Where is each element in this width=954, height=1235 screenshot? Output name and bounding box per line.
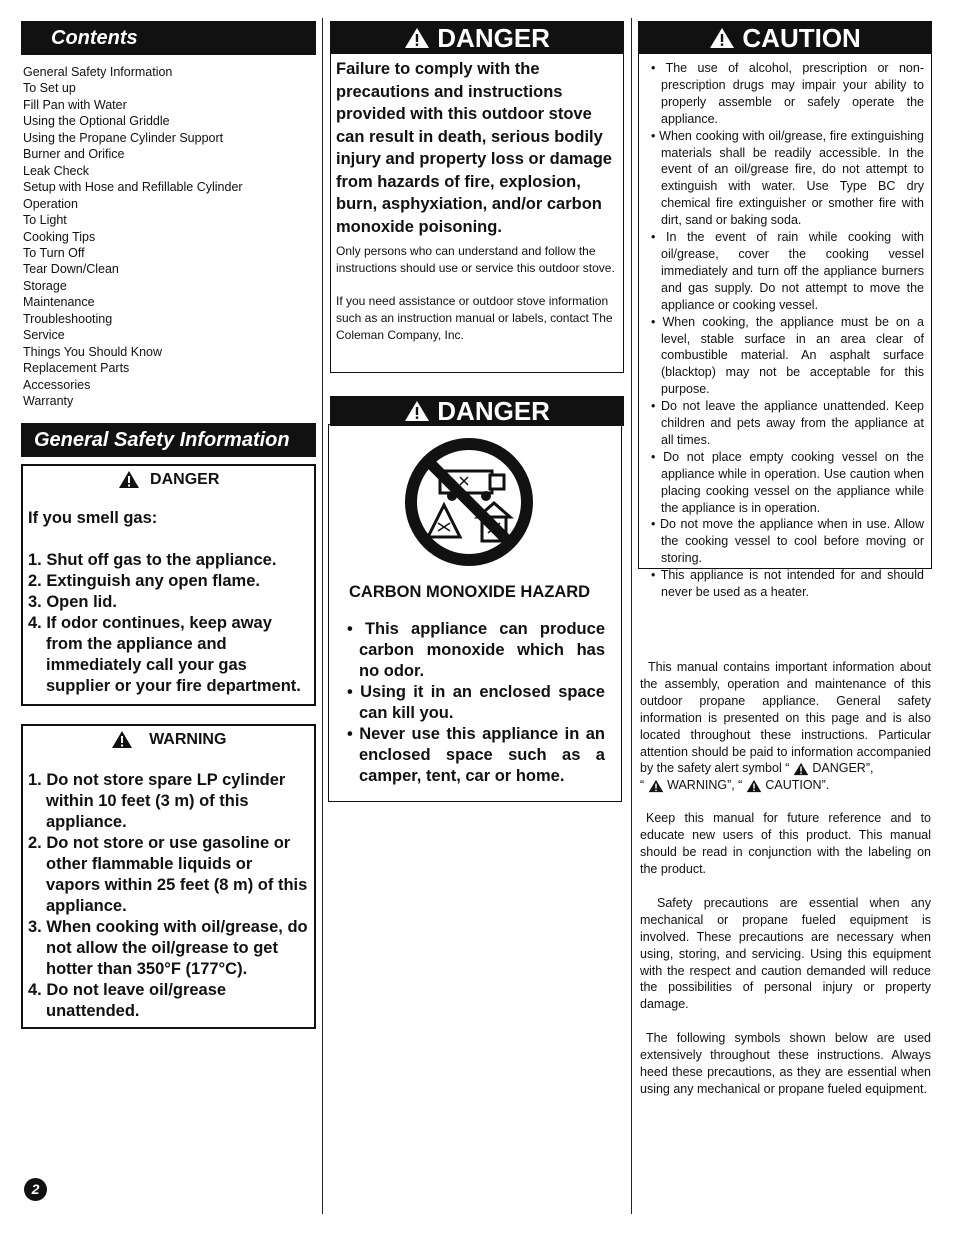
warning-step: 2. Do not store or use gasoline or other flammable liquids or vapors within 25 feet (8 m) of this appliance. — [28, 834, 308, 915]
gas-danger-intro: If you smell gas: — [28, 509, 158, 527]
warning-label: WARNING — [149, 730, 227, 748]
gas-danger-steps — [28, 550, 310, 697]
caution-item: • Do not leave the appliance unattended. Keep children and pets away from the appliance at all times. — [651, 399, 924, 447]
manual-intro — [640, 659, 931, 1098]
warning-box — [21, 724, 316, 1029]
toc-item: Replacement Parts — [23, 361, 130, 376]
gas-danger-step: 1. Shut off gas to the appliance. — [28, 551, 277, 569]
danger-general-p2: If you need assistance or outdoor stove information such as an instruction manual or labels, contact The Coleman Company, Inc. — [336, 294, 613, 342]
danger-general-header — [331, 22, 623, 54]
warning-step: 1. Do not store spare LP cylinder within 10 feet (3 m) of this appliance. — [28, 771, 286, 831]
warning-step: 3. When cooking with oil/grease, do not allow the oil/grease to get hotter than 350°F (177°C). — [28, 918, 308, 978]
gas-danger-label: DANGER — [150, 470, 220, 488]
general-safety-header — [21, 423, 316, 457]
co-hazard-item: • Never use this appliance in an enclosed space such as a camper, tent, car or home. — [347, 725, 605, 785]
manual-paragraph-1: This manual contains important information about the assembly, operation and maintenance of this outdoor propane appliance. General safety information is presented on this page and is also located throughout these instructions. Particular attention should be paid to information accompanied by the safety alert symbol “ DANGER”, “ WARNING”, “ CAUTION”. — [640, 660, 931, 793]
caution-box — [638, 21, 932, 600]
gas-danger-step: 3. Open lid. — [28, 593, 117, 611]
contents-header — [21, 21, 316, 55]
toc-item: Burner and Orifice — [23, 147, 125, 162]
contents-title: Contents — [51, 27, 138, 49]
toc-item: Warranty — [23, 394, 74, 409]
gas-danger-step: 2. Extinguish any open flame. — [28, 572, 260, 590]
toc-item: To Set up — [23, 81, 76, 96]
toc-item: Using the Optional Griddle — [23, 114, 170, 129]
co-hazard-title: CARBON MONOXIDE HAZARD — [349, 583, 591, 601]
danger-general-main: Failure to comply with the precautions and instructions provided with this outdoor stove can result in death, serious bodily injury and property loss or damage from hazards of fire, explosion, burn, asphyxiation, and/or carbon monoxide poisoning. — [336, 60, 612, 236]
page-number-badge — [24, 1178, 47, 1201]
toc-item: Tear Down/Clean — [23, 262, 119, 277]
danger-general-box — [330, 21, 624, 373]
danger-co-title: DANGER — [437, 396, 550, 426]
danger-co-box — [328, 424, 622, 802]
column-divider-left — [322, 18, 323, 1214]
gas-danger-box — [21, 464, 316, 706]
general-safety-title: General Safety Information — [34, 429, 290, 451]
toc-item: General Safety Information — [23, 65, 173, 79]
manual-paragraph-2: Keep this manual for future reference and to educate new users of this product. This manual should be read in conjunction with the labeling on the product. — [640, 811, 931, 876]
gas-danger-step: 4. If odor continues, keep away from the appliance and immediately call your gas supplier or your fire department. — [28, 614, 301, 695]
toc-item: Cooking Tips — [23, 229, 96, 244]
co-hazard-list — [347, 619, 605, 787]
warning-triangle-icon — [648, 779, 664, 793]
page-number: 2 — [31, 1181, 40, 1197]
column-divider-right — [631, 18, 632, 1214]
caution-header — [639, 22, 931, 54]
toc-item: Things You Should Know — [23, 344, 162, 359]
caution-item: • The use of alcohol, prescription or non-prescription drugs may impair your ability to properly assemble or safely operate the appliance. — [651, 61, 924, 126]
manual-paragraph-4: The following symbols shown below are used extensively throughout these instructions. Always heed these precautions, as they are essential when using any mechanical or propane fueled equipment. — [640, 1031, 931, 1096]
co-hazard-item: • Using it in an enclosed space can kill you. — [347, 683, 605, 722]
warning-triangle-icon — [118, 470, 140, 489]
caution-item: • In the event of rain while cooking with oil/grease, cover the cooking vessel immediately and turn off the appliance burners and gas supply. Do not attempt to move the appliance or cooking vessel. — [651, 230, 924, 312]
toc-item: Storage — [23, 278, 67, 293]
warning-triangle-icon — [793, 762, 809, 776]
toc-item: To Turn Off — [23, 245, 85, 260]
co-hazard-item: • This appliance can produce carbon monoxide which has no odor. — [347, 620, 605, 680]
danger-co-header — [330, 396, 624, 426]
toc-item: Fill Pan with Water — [23, 97, 127, 112]
caution-title: CAUTION — [742, 23, 861, 53]
warning-steps — [28, 770, 308, 1022]
toc-item: Maintenance — [23, 295, 95, 310]
no-enclosed-space-icon — [402, 435, 536, 569]
caution-item: • When cooking with oil/grease, fire extinguishing materials shall be readily accessible. In the event of an oil/grease fire, do not attempt to extinguish with water. Use Type BC dry chemical fire extinguisher or smother fire with dirt, sand or baking soda. — [651, 128, 924, 228]
warning-triangle-icon — [746, 779, 762, 793]
toc-item: Troubleshooting — [23, 311, 113, 326]
manual-paragraph-3: Safety precautions are essential when any mechanical or propane fueled equipment is involved. These precautions are necessary when using, storing, and servicing. Using this equipment with the respect and caution demanded will reduce the possibilities of personal injury or property damage. — [640, 895, 931, 1012]
toc-item: Accessories — [23, 377, 91, 392]
caution-item: • Do not move the appliance when in use. Allow the cooking vessel to cool before moving or storing. — [651, 517, 924, 566]
toc-item: Setup with Hose and Refillable Cylinder — [23, 180, 243, 195]
warning-step: 4. Do not leave oil/grease unattended. — [28, 981, 227, 1020]
warning-triangle-icon — [111, 730, 133, 749]
warning-triangle-icon — [404, 400, 430, 422]
toc-item: Leak Check — [23, 163, 90, 178]
danger-general-p1: Only persons who can understand and follow the instructions should use or service this outdoor stove. — [336, 244, 615, 275]
toc-item: Service — [23, 328, 65, 343]
caution-list — [645, 60, 924, 601]
toc-item: Using the Propane Cylinder Support — [23, 130, 224, 145]
toc-item: Operation — [23, 196, 78, 211]
caution-item: • When cooking, the appliance must be on a level, stable surface in an area clear of combustible material. An asphalt surface (blacktop) may not be acceptable for this purpose. — [651, 314, 924, 397]
caution-item: • This appliance is not intended for and should never be used as a heater. — [651, 568, 924, 600]
warning-triangle-icon — [709, 27, 735, 49]
table-of-contents — [23, 64, 313, 410]
danger-general-title: DANGER — [437, 23, 550, 53]
toc-item: To Light — [23, 213, 67, 228]
warning-triangle-icon — [404, 27, 430, 49]
caution-item: • Do not place empty cooking vessel on the appliance while in operation. Use caution when placing cooking vessel on the appliance while the appliance is in operation. — [651, 449, 924, 515]
